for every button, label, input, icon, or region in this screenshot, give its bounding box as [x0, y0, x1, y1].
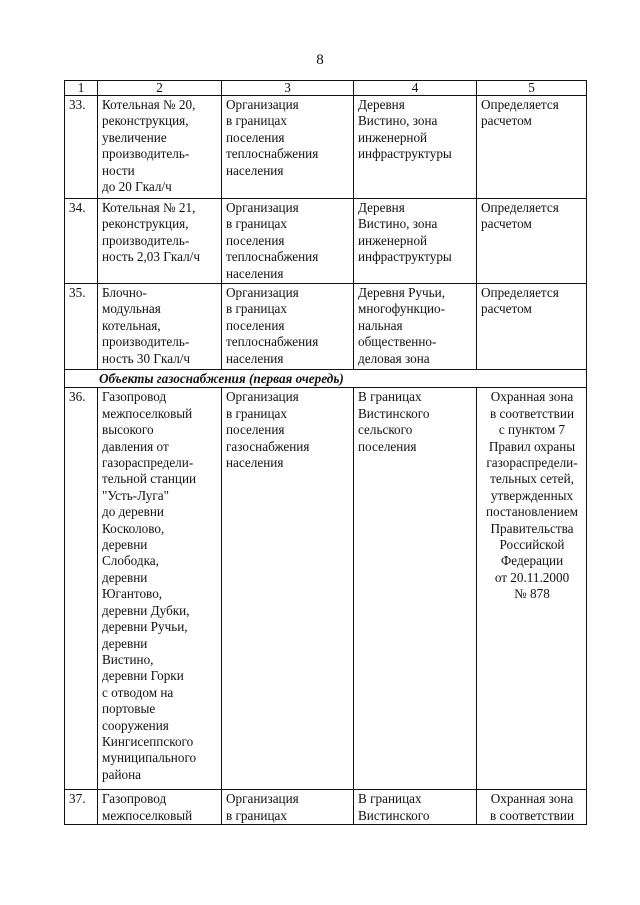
cell-line: сельского [358, 422, 413, 438]
cell-line: расчетом [481, 301, 532, 317]
cell-line: деревни [102, 635, 148, 651]
cell-line: Газопровод [102, 791, 167, 807]
table-row [65, 388, 587, 790]
cell-line: № 878 [514, 586, 550, 602]
cell-line: тельной станции [102, 471, 197, 487]
object-name-cell [98, 790, 222, 825]
cell-line: Слободка, [102, 553, 159, 569]
cell-line: населения [226, 162, 284, 178]
cell-line: муниципального [102, 750, 197, 766]
cell-line: Организация [226, 389, 299, 405]
cell-line: В границах [358, 791, 422, 807]
cell-line: Определяется [481, 200, 559, 215]
page-number: 8 [316, 52, 324, 68]
cell-line: населения [226, 265, 284, 281]
cell-line: Газопровод [102, 389, 167, 405]
cell-line: "Усть-Луга" [102, 487, 170, 503]
row-number: 34. [65, 199, 98, 284]
table-row [65, 790, 587, 825]
cell-line: ность 2,03 Гкал/ч [102, 249, 200, 265]
infrastructure-table [64, 80, 587, 825]
cell-line: реконструкция, [102, 216, 189, 232]
cell-line: Организация [226, 791, 299, 807]
cell-line: поселения [358, 438, 417, 454]
cell-line: поселения [226, 232, 285, 248]
cell-line: газораспредели- [102, 455, 194, 471]
cell-line: газоснабжения [226, 438, 310, 454]
table-row [65, 96, 587, 199]
cell-line: газораспредели- [486, 455, 578, 471]
cell-line: Деревня [358, 97, 405, 112]
cell-line: в границах [226, 807, 287, 823]
cell-line: деревни Ручьи, [102, 619, 188, 635]
header-col-1: 1 [65, 81, 98, 96]
location-cell [354, 388, 477, 790]
cell-line: Деревня Ручьи, [358, 285, 446, 300]
cell-line: района [102, 766, 142, 782]
purpose-cell [222, 96, 354, 199]
table-row [65, 199, 587, 284]
cell-line: нальная [358, 317, 403, 333]
cell-line: Вистино, зона [358, 113, 438, 129]
characteristics-cell [477, 199, 587, 284]
cell-line: производитель- [102, 232, 190, 248]
cell-line: Вистинского [358, 405, 430, 421]
cell-line: утвержденных [490, 487, 574, 503]
cell-line: портовые [102, 701, 156, 717]
location-cell [354, 790, 477, 825]
cell-line: населения [226, 350, 284, 366]
cell-line: в соответствии [489, 807, 575, 823]
location-cell [354, 96, 477, 199]
table-row [65, 284, 587, 370]
cell-line: Организация [226, 97, 299, 112]
cell-line: увеличение [102, 129, 167, 145]
cell-line: Блочно- [102, 285, 147, 300]
cell-line: Охранная зона [490, 389, 574, 405]
cell-line: давления от [102, 438, 169, 454]
cell-line: деревни Дубки, [102, 602, 190, 618]
cell-line: Кингисеппского [102, 733, 194, 749]
cell-line: Котельная № 20, [102, 97, 196, 112]
cell-line: Правил охраны [488, 438, 576, 454]
object-name-cell [98, 199, 222, 284]
cell-line: деловая зона [358, 350, 430, 366]
row-number: 35. [65, 284, 98, 370]
header-col-3: 3 [222, 81, 354, 96]
cell-line: Российской [499, 537, 565, 553]
cell-line: производитель- [102, 334, 190, 350]
cell-line: В границах [358, 389, 422, 405]
cell-line: модульная [102, 301, 161, 317]
header-col-2: 2 [98, 81, 222, 96]
cell-line: общественно- [358, 334, 437, 350]
purpose-cell [222, 388, 354, 790]
cell-line: с отводом на [102, 684, 174, 700]
header-col-4: 4 [354, 81, 477, 96]
cell-line: сооружения [102, 717, 169, 733]
cell-line: многофункцио- [358, 301, 446, 317]
characteristics-cell [477, 284, 587, 370]
section-heading: Объекты газоснабжения (первая очередь) [65, 370, 587, 388]
cell-line: Правительства [490, 520, 574, 536]
row-number: 36. [65, 388, 98, 790]
cell-line: Организация [226, 285, 299, 300]
location-cell [354, 284, 477, 370]
cell-line: Вистинского [358, 807, 430, 823]
cell-line: с пунктом 7 [498, 422, 566, 438]
object-name-cell [98, 388, 222, 790]
cell-line: инженерной [358, 129, 428, 145]
cell-line: поселения [226, 422, 285, 438]
cell-line: Охранная зона [490, 791, 574, 807]
purpose-cell [222, 199, 354, 284]
cell-line: высокого [102, 422, 154, 438]
cell-line: деревни Горки [102, 668, 184, 684]
cell-line: Вистино, зона [358, 216, 438, 232]
cell-line: теплоснабжения [226, 249, 319, 265]
cell-line: в границах [226, 405, 287, 421]
cell-line: Организация [226, 200, 299, 215]
table-header-row [65, 81, 587, 96]
purpose-cell [222, 284, 354, 370]
cell-line: реконструкция, [102, 113, 189, 129]
purpose-cell [222, 790, 354, 825]
cell-line: в границах [226, 301, 287, 317]
row-number: 37. [65, 790, 98, 825]
cell-line: котельная, [102, 317, 161, 333]
cell-line: в границах [226, 216, 287, 232]
cell-line: межпоселковый [102, 405, 193, 421]
characteristics-cell [477, 790, 587, 825]
cell-line: в соответствии [489, 405, 575, 421]
cell-line: Деревня [358, 200, 405, 215]
header-col-5: 5 [477, 81, 587, 96]
cell-line: деревни [102, 537, 148, 553]
cell-line: инфраструктуры [358, 146, 452, 162]
cell-line: Вистино, [102, 651, 154, 667]
cell-line: до деревни [102, 504, 164, 520]
cell-line: Котельная № 21, [102, 200, 196, 215]
cell-line: расчетом [481, 113, 532, 129]
cell-line: населения [226, 455, 284, 471]
section-heading-row [65, 370, 587, 388]
cell-line: деревни [102, 569, 148, 585]
cell-line: теплоснабжения [226, 334, 319, 350]
cell-line: инфраструктуры [358, 249, 452, 265]
cell-line: от 20.11.2000 [494, 569, 570, 585]
cell-line: Косколово, [102, 520, 165, 536]
cell-line: тельных сетей, [490, 471, 574, 487]
cell-line: ность 30 Гкал/ч [102, 350, 191, 366]
characteristics-cell [477, 388, 587, 790]
cell-line: межпоселковый [102, 807, 193, 823]
cell-line: расчетом [481, 216, 532, 232]
cell-line: поселения [226, 129, 285, 145]
cell-line: в границах [226, 113, 287, 129]
cell-line: Определяется [481, 285, 559, 300]
object-name-cell [98, 284, 222, 370]
row-number: 33. [65, 96, 98, 199]
object-name-cell [98, 96, 222, 199]
characteristics-cell [477, 96, 587, 199]
cell-line: Федерации [500, 553, 564, 569]
cell-line: теплоснабжения [226, 146, 319, 162]
cell-line: постановлением [485, 504, 579, 520]
cell-line: инженерной [358, 232, 428, 248]
cell-line: производитель- [102, 146, 190, 162]
cell-line: поселения [226, 317, 285, 333]
cell-line: Определяется [481, 97, 559, 112]
cell-line: ности [102, 162, 135, 178]
cell-line: до 20 Гкал/ч [102, 179, 172, 195]
location-cell [354, 199, 477, 284]
cell-line: Югантово, [102, 586, 163, 602]
